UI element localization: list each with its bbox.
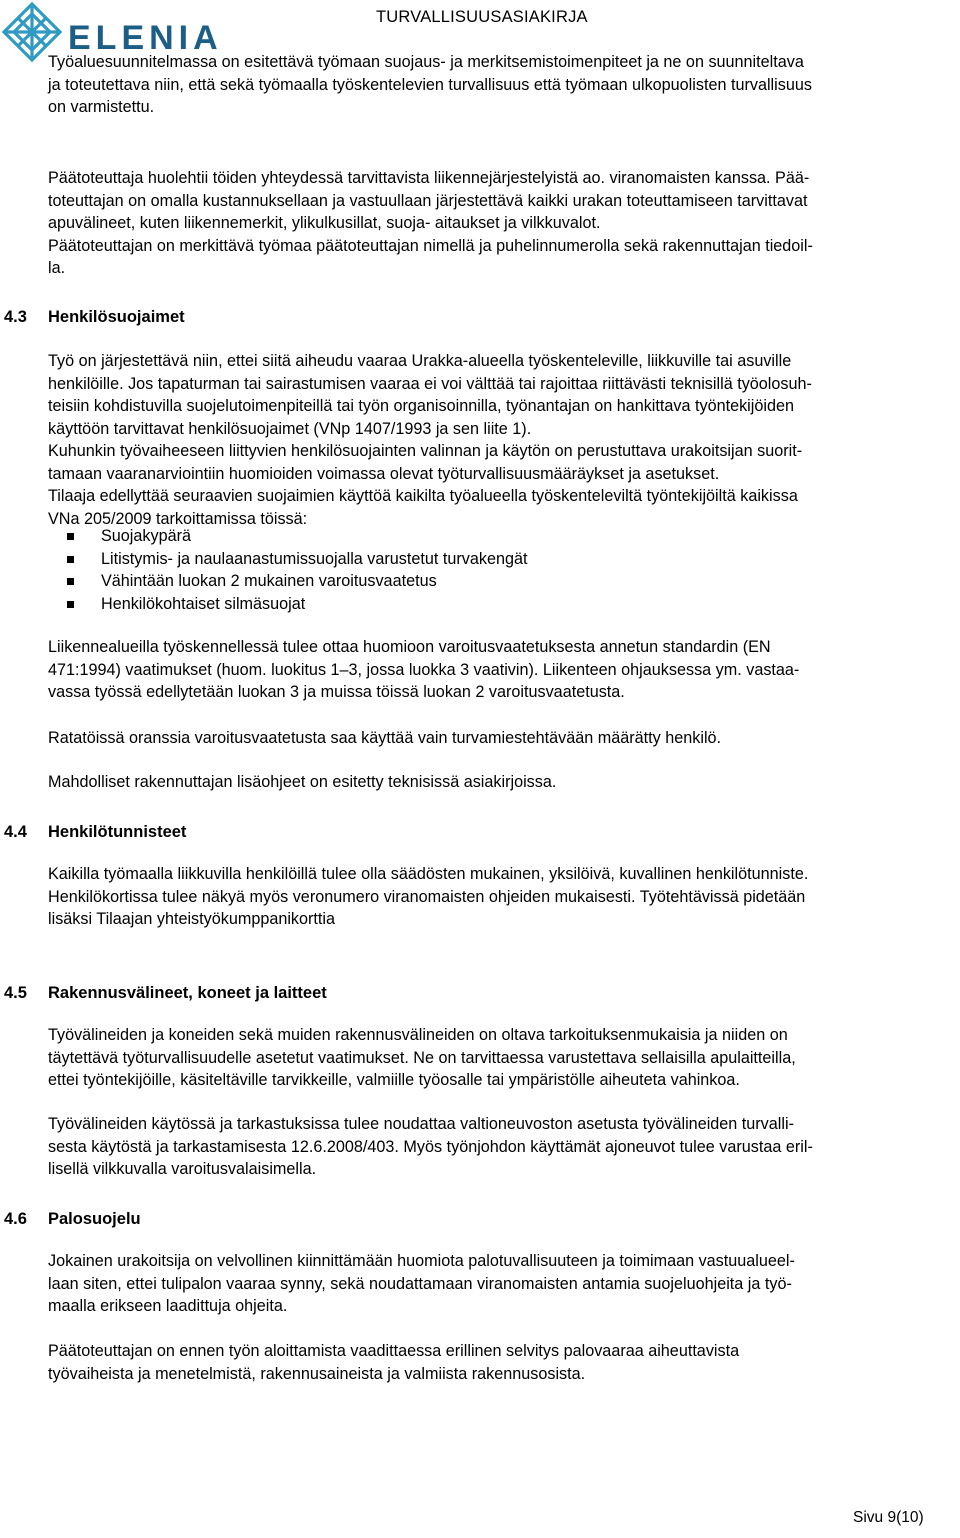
section-4-6-paragraph-1: Jokainen urakoitsija on velvollinen kiinnittämään huomiota palotuvallisuuteen ja toimimaan vastuualueel- laan siten, ettei tulipalon vaaraa synny, sekä noudattamaan viranomaisten antamia suojeluohjeita ja työ- maalla erikseen laadittuja ohjeita.	[48, 1252, 795, 1315]
square-bullet-icon	[67, 556, 74, 563]
document-type: TURVALLISUUSASIAKIRJA	[376, 8, 588, 26]
svg-text:ELENIA: ELENIA	[68, 19, 223, 57]
square-bullet-icon	[67, 601, 74, 608]
intro-paragraph-1: Työaluesuunnitelmassa on esitettävä työmaan suojaus- ja merkitsemistoimenpiteet ja ne on suunniteltava ja toteutettava niin, että sekä työmaalla työskentelevien turvallisuus että työmaan ulkopuolisten turvallisuus on varmistettu.	[48, 53, 812, 116]
section-4-3-paragraph-1: Työ on järjestettävä niin, ettei siitä aiheudu vaaraa Urakka-alueella työskenteleville, liikkuville tai asuville henkilöille. Jos tapaturman tai sairastumisen vaaraa ei voi välttää tai rajoittaa riittävästi teknisillä työolosuh- teisiin kohdistuvilla suojelutoimenpiteillä tai työn organisoinnilla, työnantajan on hankittava työntekijöiden käyttöön tarvittavat henkilösuojaimet (VNp 1407/1993 ja sen liite 1). Kuhunkin työvaiheeseen liittyvien henkilösuojainten valinnan ja käytön on perustuttava urakoitsijan suorit- tamaan vaaranarviointiin huomioiden voimassa olevat työturvallisuusmääräykset ja asetukset. Tilaaja edellyttää seuraavien suojaimien käyttöä kaikilta työalueella työskenteleviltä työntekijöiltä kaikissa VNa 205/2009 tarkoittamissa töissä:	[48, 352, 812, 528]
square-bullet-icon	[67, 533, 74, 540]
section-4-3-paragraph-2: Liikennealueilla työskennellessä tulee ottaa huomioon varoitusvaatetuksesta annetun standardin (EN 471:1994) vaatimukset (huom. luokitus 1–3, jossa luokka 3 vaativin). Liikenteen ohjauksessa ym. vastaa- vassa työssä edellytetään luokan 3 ja muissa töissä luokan 2 varoitusvaatetusta.	[48, 638, 800, 701]
section-4-6-paragraph-2: Päätoteuttajan on ennen työn aloittamista vaadittaessa erillinen selvitys palovaaraa aiheuttavista työvaiheista ja menetelmistä, rakennusaineista ja valmiista rakennusosista.	[48, 1342, 740, 1383]
page-number: Sivu 9(10)	[853, 1509, 924, 1526]
section-number: 4.5	[4, 984, 27, 1002]
section-4-3-paragraph-4: Mahdolliset rakennuttajan lisäohjeet on esitetty teknisissä asiakirjoissa.	[48, 773, 557, 791]
section-number: 4.3	[4, 308, 27, 326]
section-number: 4.6	[4, 1210, 27, 1228]
section-number: 4.4	[4, 823, 27, 841]
section-4-4-paragraph-1: Kaikilla työmaalla liikkuvilla henkilöillä tulee olla säädösten mukainen, yksilöivä, kuvallinen henkilötunniste. Henkilökortissa tulee näkyä myös veronumero viranomaisten ohjeiden mukaisesti. Työtehtävissä pidetään lisäksi Tilaajan yhteistyökumppanikorttia	[48, 865, 809, 928]
section-4-5-paragraph-2: Työvälineiden käytössä ja tarkastuksissa tulee noudattaa valtioneuvoston asetusta työvälineiden turvalli- sesta käytöstä ja tarkastamisesta 12.6.2008/403. Myös työnjohdon käyttämät ajoneuvot tulee varustaa eril- lisellä vilkkuvalla varoitusvalaisimella.	[48, 1115, 813, 1178]
square-bullet-icon	[67, 578, 74, 585]
section-title: Palosuojelu	[48, 1210, 141, 1228]
section-title: Henkilösuojaimet	[48, 308, 185, 326]
section-title: Henkilötunnisteet	[48, 823, 187, 841]
intro-paragraph-2: Päätoteuttaja huolehtii töiden yhteydessä tarvittavista liikennejärjestelyistä ao. viranomaisten kanssa. Pää- toteuttajan on omalla kustannuksellaan ja vastuullaan järjestettävä kaikki urakan toteuttamiseen tarvittavat apuvälineet, kuten liikennemerkit, ylikulkusillat, suoja- aitaukset ja vilkkuvalot. Päätoteuttajan on merkittävä työmaa päätoteuttajan nimellä ja puhelinnumerolla sekä rakennuttajan tiedoil- la.	[48, 169, 813, 277]
section-4-5-paragraph-1: Työvälineiden ja koneiden sekä muiden rakennusvälineiden on oltava tarkoituksenmukaisia ja niiden on täytettävä työturvallisuudelle asetetut vaatimukset. Ne on tarvittaessa varustettava sellaisilla apulaitteilla, ettei työntekijöille, käsiteltäville tarvikkeille, valmiille työosalle tai ympäristölle aiheuteta vahinkoa.	[48, 1026, 796, 1089]
section-title: Rakennusvälineet, koneet ja laitteet	[48, 984, 327, 1002]
section-4-3-paragraph-3: Ratatöissä oranssia varoitusvaatetusta saa käyttää vain turvamiestehtävään määrätty henkilö.	[48, 729, 722, 747]
